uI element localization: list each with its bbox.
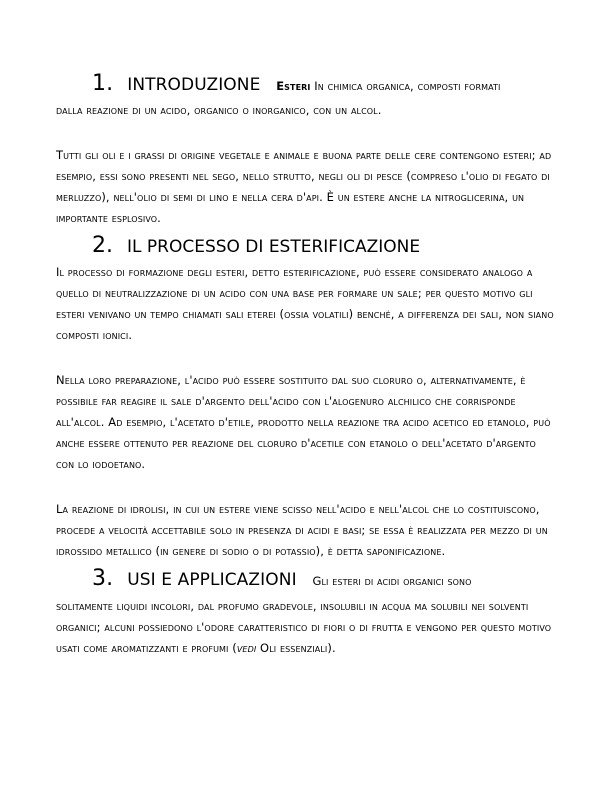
section-number: 2.: [92, 233, 113, 258]
lead-text: In chimica organica, composti formati: [310, 79, 501, 93]
paragraph: La reazione di idrolisi, in cui un estere viene scisso nell'acido e nell'alcol che lo costituiscono, procede a velocità accettabile solo in presenza di acidi e basi; se essa è realizzata per mezzo di un idrossido metallico (in genere di sodio o di potassio), è detta saponificazione.: [56, 502, 548, 558]
lead-term: Esteri: [276, 79, 311, 93]
paragraph: Tutti gli oli e i grassi di origine vegetale e animale e buona parte delle cere contengono esteri; ad esempio, essi sono presenti nel sego, nello strutto, negli oli di pesce (compreso l'olio di fegato di merluzzo), nell'olio di semi di lino e nella cera d'api. È un estere anche la nitroglicerina, un importante esplosivo.: [56, 148, 552, 225]
section-esterificazione: [56, 231, 556, 562]
heading-row-1: [56, 70, 556, 100]
see-also-label: vedi: [236, 641, 257, 655]
section-number: 3.: [92, 566, 114, 591]
paragraph: [56, 596, 556, 659]
heading-row-3: [56, 564, 556, 596]
section-title: IL PROCESSO DI ESTERIFICAZIONE: [127, 237, 421, 257]
section-title: INTRODUZIONE: [127, 75, 261, 95]
paragraph: Il processo di formazione degli esteri, detto esterificazione, può essere considerato analogo a quello di neutralizzazione di un acido con una base per formare un sale; per questo motivo gli esteri venivano un tempo chiamati sali eterei (ossia volatili) benché, a differenza dei sali, non siano composti ionici.: [56, 265, 554, 342]
section-usi-applicazioni: [56, 564, 556, 659]
see-also-text: Oli essenziali).: [256, 641, 336, 655]
section-number: 1.: [92, 71, 114, 96]
heading-row-2: [56, 231, 556, 262]
section-introduzione: [56, 70, 556, 229]
section-title: USI E APPLICAZIONI: [127, 570, 297, 590]
document-page: [56, 70, 556, 659]
paragraph-text: solitamente liquidi incolori, dal profumo gradevole, insolubili in acqua ma solubili nei solventi organici; alcuni possiedono l'odore caratteristico di fiori o di frutta e vengono per questo motivo usati come aromatizzanti e profumi (: [56, 599, 552, 655]
paragraph: Nella loro preparazione, l'acido può essere sostituito dal suo cloruro o, alternativamente, è possibile far reagire il sale d'argento dell'acido con l'alogenuro alchilico che corrisponde all'alcol. Ad esempio, l'acetato d'etile, prodotto nella reazione tra acido acetico ed etanolo, può anche essere ottenuto per reazione del cloruro d'acetile con etanolo o dell'acetato d'argento con lo iodoetano.: [56, 373, 551, 471]
lead-text: Gli esteri di acidi organici sono: [312, 574, 472, 588]
paragraph: dalla reazione di un acido, organico o inorganico, con un alcol.: [56, 103, 382, 117]
